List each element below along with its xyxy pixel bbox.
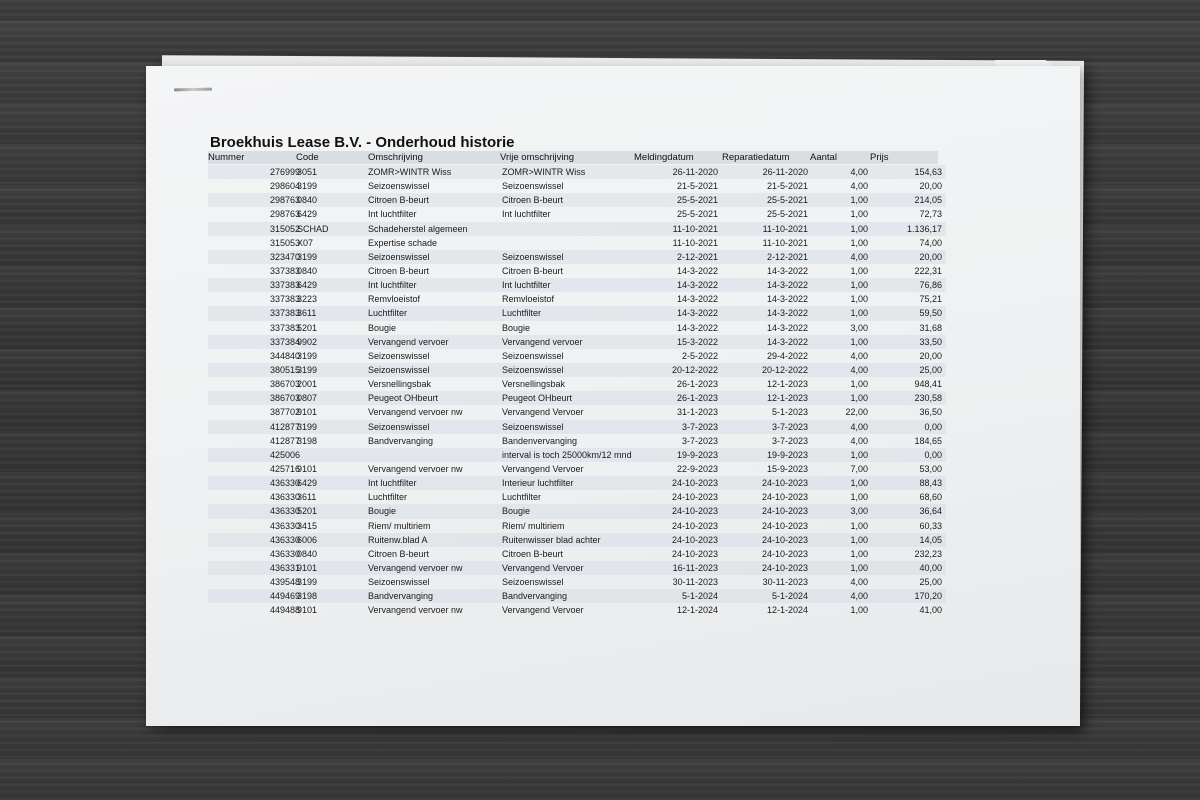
cell-reparatiedatum: 21-5-2021 (766, 181, 808, 192)
cell-meldingdatum: 31-1-2023 (676, 407, 718, 418)
cell-meldingdatum: 22-9-2023 (676, 463, 718, 474)
cell-vrije-omschrijving: Remvloeistof (502, 294, 555, 305)
table-row (208, 278, 946, 292)
header-omschrijving: Omschrijving (368, 152, 423, 163)
cell-reparatiedatum: 24-10-2023 (761, 562, 808, 573)
table-row (208, 589, 946, 603)
cell-vrije-omschrijving: Peugeot OHbeurt (502, 393, 573, 404)
cell-reparatiedatum: 12-1-2024 (766, 605, 808, 616)
table-row (208, 193, 946, 207)
cell-aantal: 1,00 (850, 520, 868, 531)
cell-prijs: 20,00 (919, 350, 942, 361)
cell-code: 9101 (297, 605, 318, 616)
cell-omschrijving: Ruitenw.blad A (368, 534, 428, 545)
cell-vrije-omschrijving: Int luchtfilter (502, 280, 551, 291)
cell-reparatiedatum: 24-10-2023 (761, 506, 808, 517)
cell-nummer: 436330 (269, 534, 300, 545)
cell-nummer: 425006 (269, 449, 300, 460)
cell-reparatiedatum: 29-4-2022 (766, 350, 808, 361)
cell-meldingdatum: 24-10-2023 (671, 478, 718, 489)
cell-nummer: 315053 (269, 237, 300, 248)
cell-nummer: 298604 (269, 181, 300, 192)
cell-reparatiedatum: 24-10-2023 (761, 492, 808, 503)
cell-omschrijving: Vervangend vervoer (368, 336, 449, 347)
cell-vrije-omschrijving: Citroen B-beurt (502, 195, 564, 206)
cell-nummer: 425716 (269, 463, 300, 474)
cell-reparatiedatum: 14-3-2022 (766, 336, 808, 347)
table-row (208, 603, 946, 617)
cell-aantal: 4,00 (850, 591, 868, 602)
cell-aantal: 1,00 (850, 605, 868, 616)
cell-reparatiedatum: 14-3-2022 (766, 280, 808, 291)
cell-vrije-omschrijving: Vervangend Vervoer (502, 562, 584, 573)
cell-reparatiedatum: 14-3-2022 (766, 308, 808, 319)
cell-prijs: 31,68 (919, 322, 942, 333)
cell-prijs: 36,64 (919, 506, 942, 517)
cell-aantal: 4,00 (850, 421, 868, 432)
cell-prijs: 60,33 (919, 520, 942, 531)
table-row (208, 575, 946, 589)
table-row (208, 179, 946, 193)
cell-nummer: 386703 (269, 393, 300, 404)
table-body (208, 165, 946, 618)
cell-meldingdatum: 24-10-2023 (671, 548, 718, 559)
cell-meldingdatum: 26-11-2020 (672, 167, 718, 177)
cell-code: 6006 (297, 534, 318, 545)
cell-aantal: 4,00 (850, 251, 868, 262)
cell-aantal: 1,00 (850, 237, 868, 248)
cell-vrije-omschrijving: Versnellingsbak (502, 379, 566, 390)
cell-code: 0840 (297, 195, 318, 206)
printed-sheet (146, 66, 1080, 726)
cell-code: 0807 (297, 393, 318, 404)
cell-vrije-omschrijving: ZOMR>WINTR Wiss (502, 167, 586, 177)
cell-prijs: 59,50 (919, 308, 942, 319)
table-header (208, 151, 938, 164)
cell-vrije-omschrijving: Citroen B-beurt (502, 265, 564, 276)
table-row (208, 547, 946, 561)
cell-nummer: 337383 (269, 280, 300, 291)
cell-omschrijving: Seizoenswissel (368, 350, 430, 361)
staple (174, 88, 212, 92)
table-row (208, 533, 946, 547)
cell-omschrijving: Vervangend vervoer nw (368, 463, 463, 474)
cell-omschrijving: Seizoenswissel (368, 251, 430, 262)
cell-aantal: 1,00 (850, 195, 868, 206)
cell-vrije-omschrijving: Bougie (502, 506, 531, 517)
cell-nummer: 276999 (269, 167, 300, 177)
cell-meldingdatum: 24-10-2023 (671, 492, 718, 503)
cell-nummer: 436330 (269, 548, 300, 559)
cell-vrije-omschrijving: Bandenvervanging (502, 435, 578, 446)
cell-aantal: 1,00 (850, 280, 868, 291)
header-vrije-omschrijving: Vrije omschrijving (500, 152, 575, 163)
cell-prijs: 232,23 (914, 548, 942, 559)
cell-vrije-omschrijving: Seizoenswissel (502, 577, 564, 588)
cell-reparatiedatum: 30-11-2023 (762, 577, 808, 588)
cell-omschrijving: Seizoenswissel (368, 577, 430, 588)
cell-code: 6429 (297, 478, 318, 489)
cell-prijs: 1.136,17 (906, 223, 942, 234)
cell-code: 2001 (297, 379, 318, 390)
cell-aantal: 1,00 (850, 265, 868, 276)
cell-code: 9101 (297, 562, 318, 573)
cell-reparatiedatum: 12-1-2023 (766, 393, 808, 404)
cell-code: 3198 (297, 435, 318, 446)
cell-omschrijving: Bougie (368, 506, 397, 517)
cell-meldingdatum: 14-3-2022 (676, 308, 718, 319)
table-row (208, 405, 946, 419)
cell-nummer: 439548 (269, 577, 300, 588)
cell-nummer: 298763 (269, 195, 300, 206)
cell-omschrijving: Vervangend vervoer nw (368, 407, 463, 418)
cell-omschrijving: Int luchtfilter (368, 209, 417, 220)
cell-vrije-omschrijving: Luchtfilter (502, 308, 542, 319)
cell-code: 3198 (297, 591, 318, 602)
cell-reparatiedatum: 14-3-2022 (766, 322, 808, 333)
cell-code: 9101 (297, 407, 318, 418)
cell-nummer: 387702 (269, 407, 300, 418)
cell-meldingdatum: 14-3-2022 (676, 280, 718, 291)
cell-reparatiedatum: 24-10-2023 (761, 478, 808, 489)
cell-reparatiedatum: 11-10-2021 (762, 237, 808, 248)
cell-meldingdatum: 30-11-2023 (672, 577, 718, 588)
cell-nummer: 337383 (269, 308, 300, 319)
cell-meldingdatum: 16-11-2023 (672, 562, 718, 573)
cell-meldingdatum: 26-1-2023 (676, 379, 718, 390)
cell-prijs: 68,60 (919, 492, 942, 503)
cell-omschrijving: Schadeherstel algemeen (368, 223, 468, 234)
cell-aantal: 7,00 (850, 463, 868, 474)
cell-aantal: 4,00 (850, 364, 868, 375)
cell-aantal: 1,00 (850, 294, 868, 305)
cell-vrije-omschrijving: Riem/ multiriem (502, 520, 565, 531)
cell-nummer: 298763 (269, 209, 300, 220)
cell-code: 9902 (297, 336, 318, 347)
table-row (208, 207, 946, 221)
cell-prijs: 20,00 (919, 181, 942, 192)
cell-omschrijving: Int luchtfilter (368, 280, 417, 291)
cell-omschrijving: Int luchtfilter (368, 478, 417, 489)
header-meldingdatum: Meldingdatum (634, 152, 694, 163)
cell-vrije-omschrijving: Seizoenswissel (502, 251, 564, 262)
document-title: Broekhuis Lease B.V. - Onderhoud historie (210, 134, 515, 151)
cell-code: 0840 (297, 265, 318, 276)
table-row (208, 222, 946, 236)
table-row (208, 462, 946, 476)
cell-omschrijving: Peugeot OHbeurt (368, 393, 439, 404)
cell-prijs: 20,00 (919, 251, 942, 262)
cell-aantal: 1,00 (850, 223, 868, 234)
cell-meldingdatum: 11-10-2021 (672, 223, 718, 234)
cell-meldingdatum: 2-5-2022 (681, 350, 718, 361)
cell-meldingdatum: 19-9-2023 (676, 449, 718, 460)
cell-aantal: 4,00 (850, 167, 868, 177)
cell-prijs: 222,31 (914, 265, 942, 276)
cell-reparatiedatum: 25-5-2021 (766, 209, 808, 220)
table-row (208, 264, 946, 278)
cell-nummer: 337384 (269, 336, 300, 347)
cell-omschrijving: Remvloeistof (368, 294, 421, 305)
cell-aantal: 1,00 (850, 548, 868, 559)
cell-code: 3199 (297, 421, 318, 432)
table-row (208, 165, 946, 179)
cell-aantal: 1,00 (850, 336, 868, 347)
cell-omschrijving: Citroen B-beurt (368, 548, 430, 559)
cell-aantal: 1,00 (850, 449, 868, 460)
header-nummer: Nummer (208, 152, 245, 163)
cell-reparatiedatum: 25-5-2021 (766, 195, 808, 206)
cell-reparatiedatum: 26-11-2020 (762, 167, 808, 177)
cell-nummer: 436331 (269, 562, 300, 573)
table-row (208, 377, 946, 391)
cell-reparatiedatum: 12-1-2023 (766, 379, 808, 390)
cell-prijs: 184,65 (914, 435, 942, 446)
cell-vrije-omschrijving: Int luchtfilter (502, 209, 551, 220)
cell-reparatiedatum: 24-10-2023 (761, 548, 808, 559)
cell-aantal: 3,00 (850, 506, 868, 517)
cell-aantal: 4,00 (850, 577, 868, 588)
cell-prijs: 33,50 (919, 336, 942, 347)
cell-meldingdatum: 24-10-2023 (671, 506, 718, 517)
cell-meldingdatum: 11-10-2021 (672, 237, 718, 248)
table-row (208, 321, 946, 335)
cell-omschrijving: Seizoenswissel (368, 364, 430, 375)
cell-meldingdatum: 3-7-2023 (681, 435, 718, 446)
cell-meldingdatum: 24-10-2023 (671, 520, 718, 531)
cell-prijs: 170,20 (914, 591, 942, 602)
cell-omschrijving: Bandvervanging (368, 591, 434, 602)
cell-nummer: 337383 (269, 322, 300, 333)
cell-code: 6429 (297, 209, 318, 220)
cell-nummer: 386703 (269, 379, 300, 390)
cell-omschrijving: Vervangend vervoer nw (368, 605, 463, 616)
cell-meldingdatum: 5-1-2024 (681, 591, 718, 602)
cell-aantal: 4,00 (850, 350, 868, 361)
cell-prijs: 948,41 (914, 379, 942, 390)
cell-reparatiedatum: 3-7-2023 (771, 435, 808, 446)
cell-nummer: 323470 (269, 251, 300, 262)
cell-aantal: 1,00 (850, 308, 868, 319)
cell-code: 3611 (297, 492, 317, 503)
cell-nummer: 436330 (269, 478, 300, 489)
cell-prijs: 76,86 (919, 280, 942, 291)
table-row (208, 448, 946, 462)
cell-nummer: 315052 (269, 223, 300, 234)
cell-reparatiedatum: 2-12-2021 (766, 251, 808, 262)
cell-nummer: 344840 (269, 350, 300, 361)
cell-code: 3611 (297, 308, 317, 319)
cell-code: 3199 (297, 350, 318, 361)
cell-prijs: 36,50 (919, 407, 942, 418)
cell-aantal: 3,00 (850, 322, 868, 333)
table-row (208, 519, 946, 533)
cell-prijs: 53,00 (919, 463, 942, 474)
table-row (208, 504, 946, 518)
cell-prijs: 14,05 (919, 534, 942, 545)
cell-omschrijving: ZOMR>WINTR Wiss (368, 167, 452, 177)
cell-aantal: 1,00 (850, 478, 868, 489)
cell-reparatiedatum: 19-9-2023 (766, 449, 808, 460)
cell-prijs: 75,21 (919, 294, 942, 305)
cell-reparatiedatum: 24-10-2023 (761, 520, 808, 531)
cell-nummer: 412877 (269, 421, 300, 432)
cell-code: 5201 (297, 506, 318, 517)
cell-vrije-omschrijving: Seizoenswissel (502, 181, 564, 192)
cell-vrije-omschrijving: Interieur luchtfilter (502, 478, 574, 489)
cell-omschrijving: Citroen B-beurt (368, 195, 430, 206)
cell-meldingdatum: 26-1-2023 (676, 393, 718, 404)
cell-code: 5201 (297, 322, 318, 333)
cell-vrije-omschrijving: Seizoenswissel (502, 350, 564, 361)
cell-code: 0840 (297, 548, 318, 559)
cell-reparatiedatum: 5-1-2024 (771, 591, 808, 602)
cell-aantal: 1,00 (850, 492, 868, 503)
table-row (208, 349, 946, 363)
cell-vrije-omschrijving: Bandvervanging (502, 591, 568, 602)
cell-prijs: 0,00 (924, 449, 942, 460)
cell-vrije-omschrijving: Vervangend Vervoer (502, 407, 584, 418)
table-row (208, 335, 946, 349)
table-row (208, 391, 946, 405)
cell-code: X07 (297, 237, 314, 248)
cell-meldingdatum: 14-3-2022 (676, 265, 718, 276)
cell-prijs: 0,00 (924, 421, 942, 432)
cell-code: 3415 (297, 520, 318, 531)
cell-meldingdatum: 2-12-2021 (676, 251, 718, 262)
cell-nummer: 449469 (269, 591, 300, 602)
cell-vrije-omschrijving: Bougie (502, 322, 531, 333)
table-row (208, 476, 946, 490)
table-row (208, 420, 946, 434)
cell-omschrijving: Citroen B-beurt (368, 265, 430, 276)
cell-aantal: 1,00 (850, 534, 868, 545)
cell-nummer: 449488 (269, 605, 300, 616)
cell-omschrijving: Vervangend vervoer nw (368, 562, 463, 573)
cell-vrije-omschrijving: Seizoenswissel (502, 421, 564, 432)
cell-meldingdatum: 24-10-2023 (671, 534, 718, 545)
cell-code: 3051 (297, 167, 318, 177)
cell-omschrijving: Luchtfilter (368, 308, 408, 319)
table-row (208, 250, 946, 264)
header-reparatiedatum: Reparatiedatum (722, 152, 790, 163)
cell-nummer: 412877 (269, 435, 300, 446)
cell-reparatiedatum: 14-3-2022 (766, 294, 808, 305)
cell-aantal: 1,00 (850, 393, 868, 404)
cell-meldingdatum: 21-5-2021 (676, 181, 718, 192)
cell-omschrijving: Versnellingsbak (368, 379, 432, 390)
cell-vrije-omschrijving: Luchtfilter (502, 492, 542, 503)
header-code: Code (296, 152, 319, 163)
cell-code: 9101 (297, 463, 318, 474)
cell-nummer: 436330 (269, 520, 300, 531)
cell-vrije-omschrijving: Vervangend vervoer (502, 336, 583, 347)
cell-reparatiedatum: 11-10-2021 (762, 223, 808, 234)
cell-omschrijving: Bandvervanging (368, 435, 434, 446)
cell-code: SCHAD (297, 223, 329, 234)
cell-reparatiedatum: 24-10-2023 (761, 534, 808, 545)
table-row (208, 561, 946, 575)
cell-code: 3199 (297, 251, 318, 262)
cell-nummer: 436330 (269, 492, 300, 503)
cell-prijs: 74,00 (919, 237, 942, 248)
cell-aantal: 1,00 (850, 379, 868, 390)
cell-nummer: 337383 (269, 265, 300, 276)
cell-prijs: 88,43 (919, 478, 942, 489)
cell-vrije-omschrijving: Ruitenwisser blad achter (502, 534, 601, 545)
cell-prijs: 41,00 (919, 605, 942, 616)
cell-prijs: 214,05 (914, 195, 942, 206)
cell-omschrijving: Expertise schade (368, 237, 438, 248)
cell-omschrijving: Seizoenswissel (368, 421, 430, 432)
cell-aantal: 1,00 (850, 562, 868, 573)
cell-aantal: 22,00 (845, 407, 868, 418)
cell-omschrijving: Seizoenswissel (368, 181, 430, 192)
cell-prijs: 25,00 (919, 364, 942, 375)
cell-aantal: 1,00 (850, 209, 868, 220)
cell-vrije-omschrijving: Vervangend Vervoer (502, 605, 584, 616)
table-row (208, 236, 946, 250)
cell-nummer: 337383 (269, 294, 300, 305)
cell-vrije-omschrijving: Vervangend Vervoer (502, 463, 584, 474)
cell-reparatiedatum: 20-12-2022 (761, 364, 808, 375)
header-aantal: Aantal (810, 152, 837, 163)
cell-code: 6429 (297, 280, 318, 291)
cell-meldingdatum: 15-3-2022 (676, 336, 718, 347)
cell-code: 3223 (297, 294, 318, 305)
table-row (208, 363, 946, 377)
cell-meldingdatum: 14-3-2022 (676, 322, 718, 333)
cell-meldingdatum: 12-1-2024 (676, 605, 718, 616)
cell-omschrijving: Riem/ multiriem (368, 520, 431, 531)
cell-aantal: 4,00 (850, 435, 868, 446)
cell-reparatiedatum: 5-1-2023 (771, 407, 808, 418)
cell-omschrijving: Bougie (368, 322, 397, 333)
cell-meldingdatum: 25-5-2021 (676, 195, 718, 206)
cell-vrije-omschrijving: Seizoenswissel (502, 364, 564, 375)
cell-meldingdatum: 3-7-2023 (681, 421, 718, 432)
cell-meldingdatum: 20-12-2022 (671, 364, 718, 375)
cell-meldingdatum: 25-5-2021 (676, 209, 718, 220)
table-row (208, 306, 946, 320)
cell-aantal: 4,00 (850, 181, 868, 192)
cell-reparatiedatum: 14-3-2022 (766, 265, 808, 276)
header-prijs: Prijs (870, 152, 889, 163)
cell-code: 3199 (297, 181, 318, 192)
cell-prijs: 230,58 (914, 393, 942, 404)
table-row (208, 292, 946, 306)
cell-prijs: 72,73 (919, 209, 942, 220)
cell-omschrijving: Luchtfilter (368, 492, 408, 503)
cell-nummer: 436330 (269, 506, 300, 517)
cell-reparatiedatum: 15-9-2023 (766, 463, 808, 474)
table-row (208, 490, 946, 504)
cell-nummer: 380515 (269, 364, 300, 375)
cell-prijs: 40,00 (919, 562, 942, 573)
cell-prijs: 25,00 (919, 577, 942, 588)
cell-code: 3199 (297, 364, 318, 375)
cell-prijs: 154,63 (914, 167, 942, 177)
cell-vrije-omschrijving: Citroen B-beurt (502, 548, 564, 559)
table-row (208, 434, 946, 448)
cell-vrije-omschrijving: interval is toch 25000km/12 mnd (502, 449, 632, 460)
cell-meldingdatum: 14-3-2022 (676, 294, 718, 305)
cell-reparatiedatum: 3-7-2023 (771, 421, 808, 432)
cell-code: 3199 (297, 577, 318, 588)
